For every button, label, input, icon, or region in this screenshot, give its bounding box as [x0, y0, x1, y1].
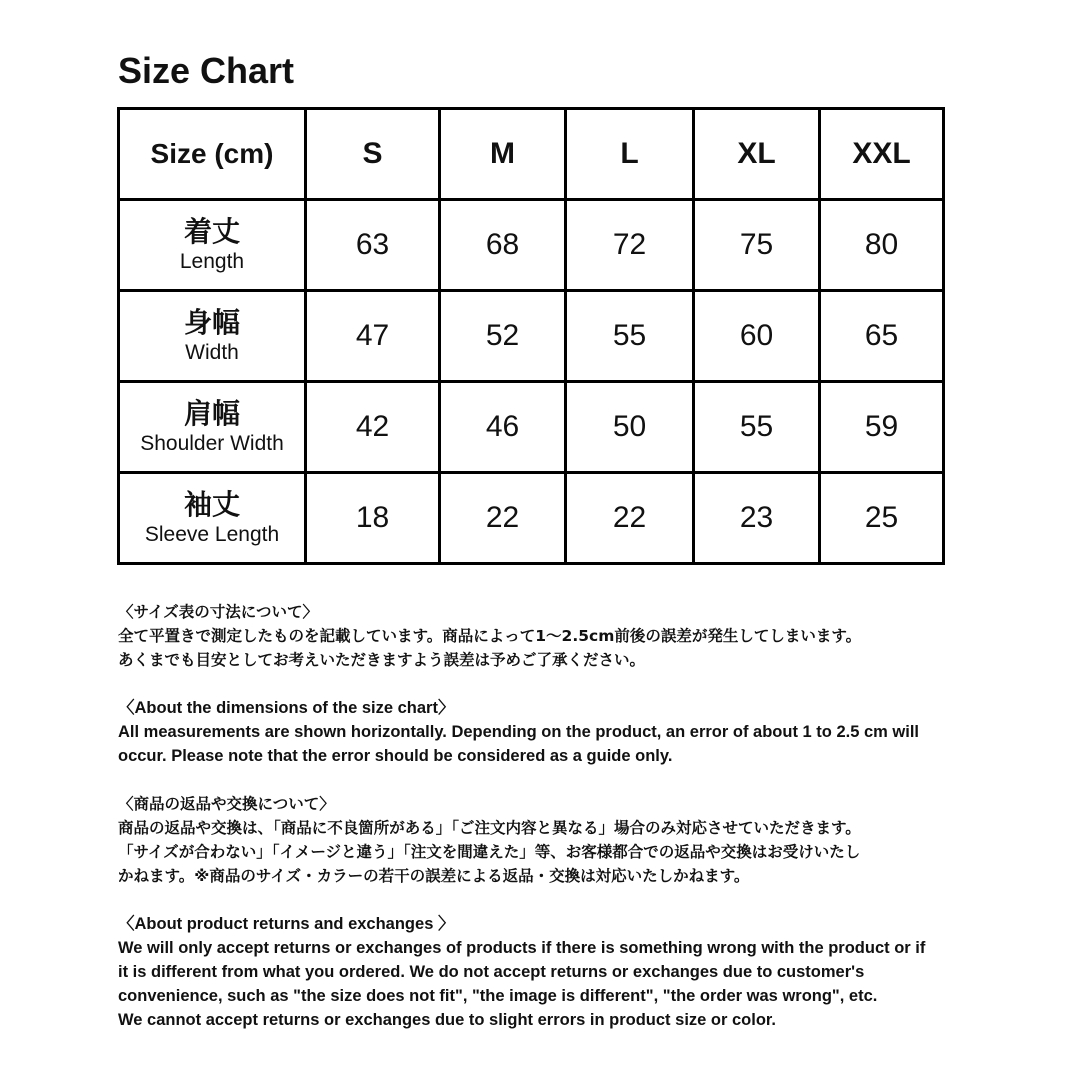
table-cell: 65 [820, 291, 944, 382]
table-cell: 68 [440, 200, 566, 291]
table-cell: 63 [306, 200, 440, 291]
note-heading: 〈About product returns and exchanges 〉 [118, 915, 455, 933]
row-label-jp: 肩幅 [183, 397, 240, 430]
table-cell: 22 [566, 473, 694, 564]
table-row-sleeve-length [119, 473, 944, 564]
note-heading: 〈サイズ表の寸法について〉 [118, 603, 318, 621]
table-cell: 52 [440, 291, 566, 382]
row-label-en: Width [185, 341, 239, 364]
row-label-jp: 着丈 [183, 215, 240, 248]
size-table [117, 107, 945, 565]
table-cell: 55 [566, 291, 694, 382]
note-en-returns [118, 912, 978, 1032]
table-cell: 23 [694, 473, 820, 564]
row-label-jp: 身幅 [183, 306, 240, 339]
table-row-shoulder-width [119, 382, 944, 473]
table-cell: 50 [566, 382, 694, 473]
note-jp-dimensions [118, 600, 978, 672]
note-line: occur. Please note that the error should be considered as a guide only. [118, 747, 673, 765]
size-header-xxl: XXL [820, 109, 944, 200]
table-cell: 42 [306, 382, 440, 473]
row-label-shoulder-width [119, 382, 306, 473]
note-line: it is different from what you ordered. We do not accept returns or exchanges due to customer's [118, 963, 865, 981]
note-line: かねます。※商品のサイズ・カラーの若干の誤差による返品・交換は対応いたしかねます。 [118, 867, 750, 885]
row-label-length [119, 200, 306, 291]
notes-section [118, 600, 978, 1056]
table-cell: 60 [694, 291, 820, 382]
size-header-s: S [306, 109, 440, 200]
note-line: 商品の返品や交換は、「商品に不良箇所がある」「ご注文内容と異なる」場合のみ対応させていただきます。 [118, 819, 861, 837]
size-header-xl: XL [694, 109, 820, 200]
table-cell: 59 [820, 382, 944, 473]
page-title: Size Chart [118, 50, 295, 91]
note-en-dimensions [118, 696, 978, 768]
note-line: All measurements are shown horizontally. Depending on the product, an error of about 1 to 2.5 cm will [118, 723, 919, 741]
note-line: 「サイズが合わない」「イメージと違う」「注文を間違えた」等、お客様都合での返品や交換はお受けいたし [118, 843, 861, 861]
table-header-row [119, 109, 944, 200]
row-label-en: Sleeve Length [144, 523, 280, 546]
note-line: あくまでも目安としてお考えいただきますよう誤差は予めご了承ください。 [118, 651, 646, 669]
table-cell: 80 [820, 200, 944, 291]
table-row-length [119, 200, 944, 291]
note-line: We cannot accept returns or exchanges due to slight errors in product size or color. [118, 1011, 777, 1029]
table-cell: 75 [694, 200, 820, 291]
table-cell: 46 [440, 382, 566, 473]
table-cell: 72 [566, 200, 694, 291]
size-header-m: M [440, 109, 566, 200]
note-jp-returns [118, 792, 978, 888]
row-label-en: Shoulder Width [140, 432, 284, 455]
table-cell: 22 [440, 473, 566, 564]
row-label-width [119, 291, 306, 382]
note-line: convenience, such as "the size does not fit", "the image is different", "the order was wrong", etc. [118, 987, 878, 1005]
row-label-jp: 袖丈 [183, 488, 240, 521]
note-line: We will only accept returns or exchanges of products if there is something wrong with the product or if [118, 939, 926, 957]
table-row-width [119, 291, 944, 382]
row-label-sleeve-length [119, 473, 306, 564]
note-heading: 〈About the dimensions of the size chart〉 [118, 699, 455, 717]
table-cell: 25 [820, 473, 944, 564]
note-line: 全て平置きで測定したものを記載しています。商品によって1〜2.5cm前後の誤差が発生してしまいます。 [118, 627, 862, 645]
table-cell: 55 [694, 382, 820, 473]
table-cell: 47 [306, 291, 440, 382]
row-label-en: Length [179, 250, 245, 273]
table-cell: 18 [306, 473, 440, 564]
size-header-l: L [566, 109, 694, 200]
size-header-label: Size (cm) [119, 109, 306, 200]
note-heading: 〈商品の返品や交換について〉 [118, 795, 335, 813]
